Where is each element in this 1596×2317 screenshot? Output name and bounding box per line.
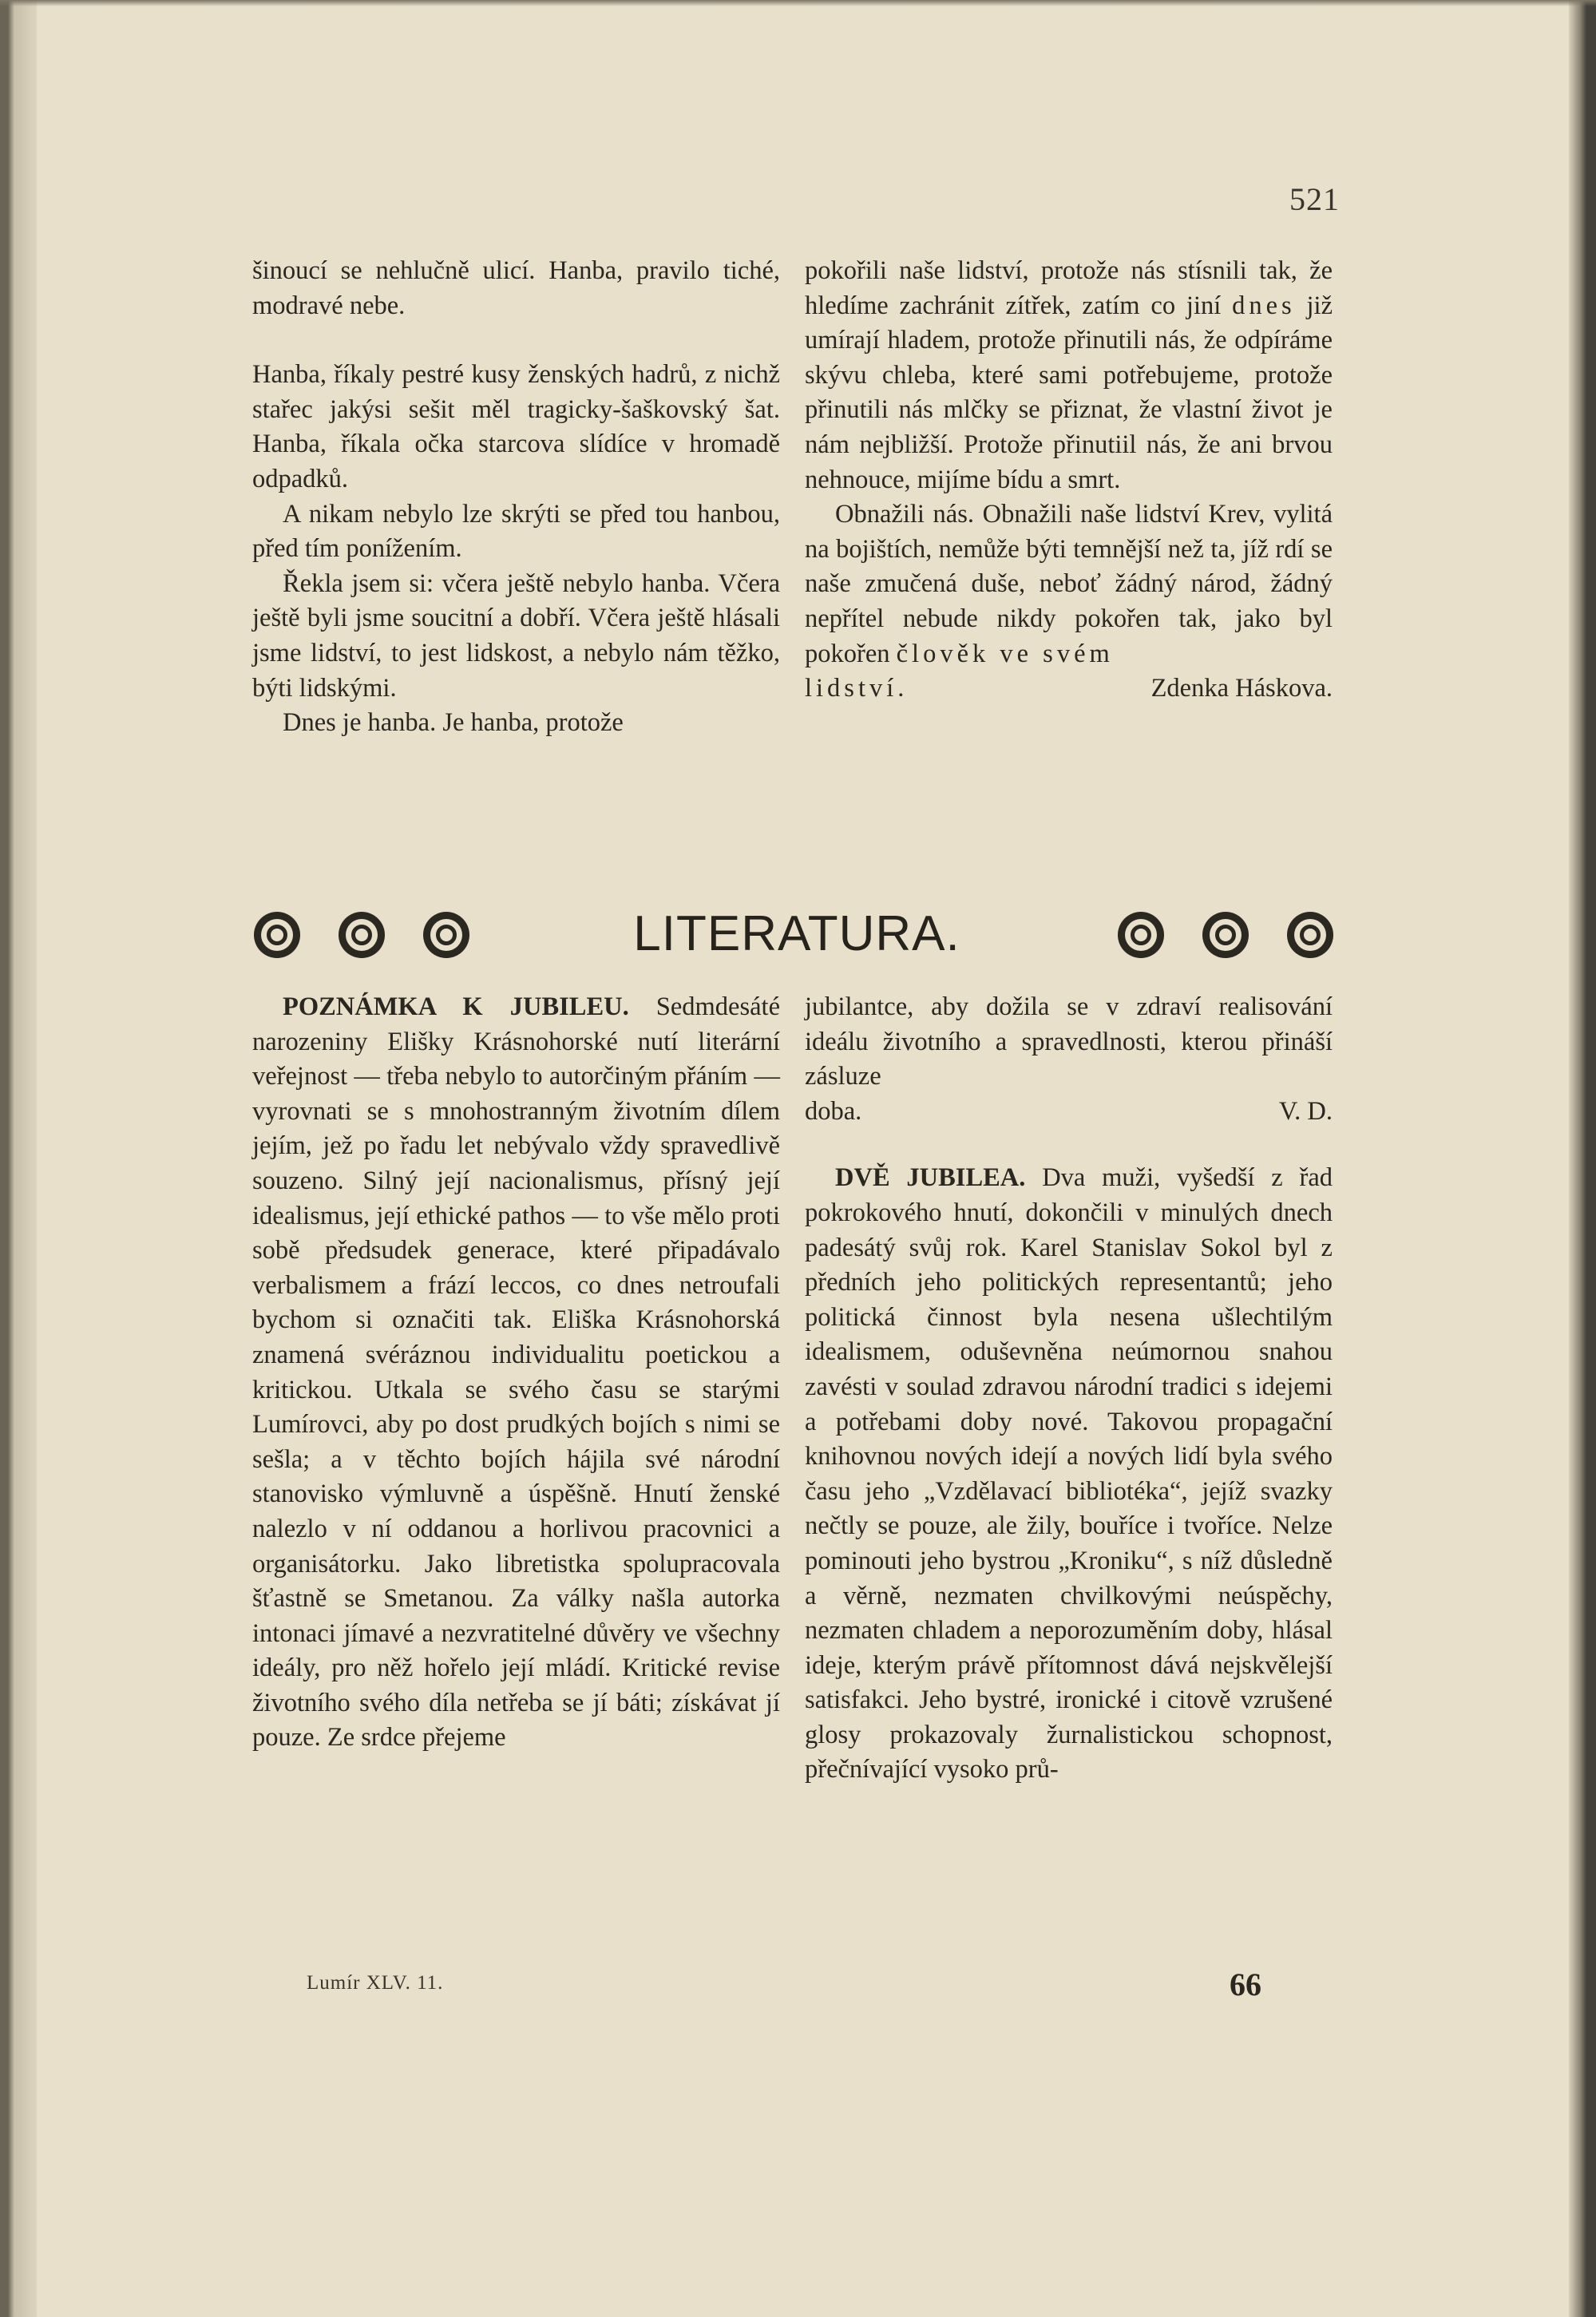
- essay-paragraph: šinoucí se nehlučně ulicí. Hanba, pravilo tiché, modravé nebe.: [252, 256, 780, 320]
- article-paragraph: POZNÁMKA K JUBILEU. Sedmdesáté narozeniny Elišky Krásnohorské nutí literární veřejnost — třeba nebylo to autorčiným přáním — vyrovnati se s mnohostranným životním dílem jejím, jež po řadu let nebývalo vždy spravedlivě souzeno. Silný její nacionalismus, přísný její idealismus, její ethické pathos — to vše mělo proti sobě předsudek generace, které připadávalo verbalismem a frází leccos, co dnes netroufali bychom si označiti tak. Eliška Krásnohorská znamená svéráznou individualitu poetickou a kritickou. Utkala se svého času se starými Lumírovci, aby po dost prudkých bojích s nimi se sešla; a v těchto bojích hájila své národní stanovisko výmluvně a úspěšně. Hnutí ženské nalezlo v ní oddanou a horlivou pracovnici a organisátorku. Jako libretistka spolupracovala šťastně se Smetanou. Za války našla autorka intonaci jímavé a nezvratitelné důvěry ve všechny ideály, pro něž hořelo její mládí. Kritické revise životního svého díla netřeba se jí báti; získávat jí pouze. Ze srdce přejeme: [252, 992, 780, 1753]
- essay-paragraph: Dnes je hanba. Je hanba, protože: [283, 708, 624, 738]
- page-outer-edge: [1569, 0, 1596, 2317]
- essay-paragraph: A nikam nebylo lze skrýti se před tou hanbou, před tím ponížením.: [252, 499, 780, 564]
- page-number: 521: [1289, 181, 1340, 217]
- article-signature: V. D.: [1278, 1096, 1333, 1126]
- footer-signature: 66: [1230, 1966, 1261, 2002]
- essay-author: Zdenka Háskova.: [1150, 674, 1333, 703]
- essay-signature-line: [805, 671, 1333, 707]
- article-heading: POZNÁMKA K JUBILEU.: [283, 992, 629, 1021]
- emphasized-word: lidství.: [805, 674, 909, 703]
- page-top-edge: [0, 0, 1596, 6]
- spiral-rosette-icon: [423, 912, 469, 958]
- essay-paragraph: Hanba, říkaly pestré kusy ženských hadrů, z nichž stařec jakýsi sešit měl tragicky-šaškovský šat. Hanba, říkala očka starcova slídíce v hromadě odpadků.: [252, 360, 780, 493]
- footer-journal: Lumír XLV. 11.: [307, 1972, 444, 1994]
- essay-paragraph: Obnažili nás. Obnažili naše lidství Krev, vylitá na bojištích, nemůže býti temnější než ta, jíž rdí se naše zmučená duše, neboť žádný národ, žádný nepřítel nebude nikdy pokořen tak, jako byl pokořen člověk ve svém: [805, 500, 1333, 668]
- article-paragraph: DVĚ JUBILEA. Dva muži, vyšedší z řad pokrokového hnutí, dokončili v minulých dnech padesátý svůj rok. Karel Stanislav Sokol byl z předních jeho politických representantů; jeho politická činnost byla nesena ušlechtilým idealismem, oduševněna neúmornou snahou zavésti v soulad zdravou národní tradici s idejemi a potřebami doby nové. Takovou propagační knihovnou nových idejí a nových lidí byla svého času jeho „Vzdělavací bibliotéka“, jejíž svazky nečtly se pouze, ale žily, bouříce i tvoříce. Nelze pominouti jeho bystrou „Kroniku“, s níž důsledně a věrně, nezmaten chvilkovými neúspěchy, nezmaten chladem a neporozuměním doby, hlásal ideje, kterým právě přítomnost dává nejskvělejší satisfakci. Jeho bystré, ironické i citově vzrušené glosy prokazovaly žurnalistickou schopnost, přečnívající vysoko prů-: [805, 1163, 1333, 1784]
- spiral-rosette-icon: [339, 912, 385, 958]
- article-jubileum-left: [252, 990, 780, 1756]
- article-paragraph: jubilantce, aby dožila se v zdraví realisování ideálu životního a spravedlnosti, kterou přináší zásluze: [805, 992, 1333, 1091]
- article-heading: DVĚ JUBILEA.: [835, 1163, 1026, 1193]
- essay-paragraph: Řekla jsem si: včera ještě nebylo hanba. Včera ještě byli jsme soucitní a dobří. Včera ještě hlásali jsme lidství, to jest lidskost, a nebylo nám těžko, býti lidskými.: [252, 568, 780, 703]
- articles-right-column: [805, 990, 1333, 1788]
- spiral-rosette-icon: [1287, 912, 1333, 958]
- page-binding-edge: [0, 0, 37, 2317]
- emphasized-phrase: člověk ve svém: [896, 639, 1114, 668]
- emphasized-word: dnes: [1232, 291, 1296, 320]
- spiral-rosette-icon: [1202, 912, 1249, 958]
- section-title: LITERATURA.: [633, 906, 960, 961]
- article-signature-line: doba. V. D.: [805, 1095, 1333, 1130]
- spiral-rosette-icon: [1118, 912, 1164, 958]
- section-header: [254, 902, 1333, 966]
- spiral-rosette-icon: [254, 912, 300, 958]
- essay-left-column: [252, 254, 780, 741]
- essay-paragraph: pokořili naše lidství, protože nás stísnili tak, že hledíme zachránit zítřek, zatím co jiní dnes již umírají hladem, protože přinutili nás, že odpíráme skývu chleba, které sami potřebujeme, protože přinutili nás mlčky se přiznat, že vlastní život je nám nejbližší. Protože přinutiil nás, že ani brvou nehnouce, mijíme bídu a smrt.: [805, 256, 1333, 494]
- essay-right-column: [805, 254, 1333, 707]
